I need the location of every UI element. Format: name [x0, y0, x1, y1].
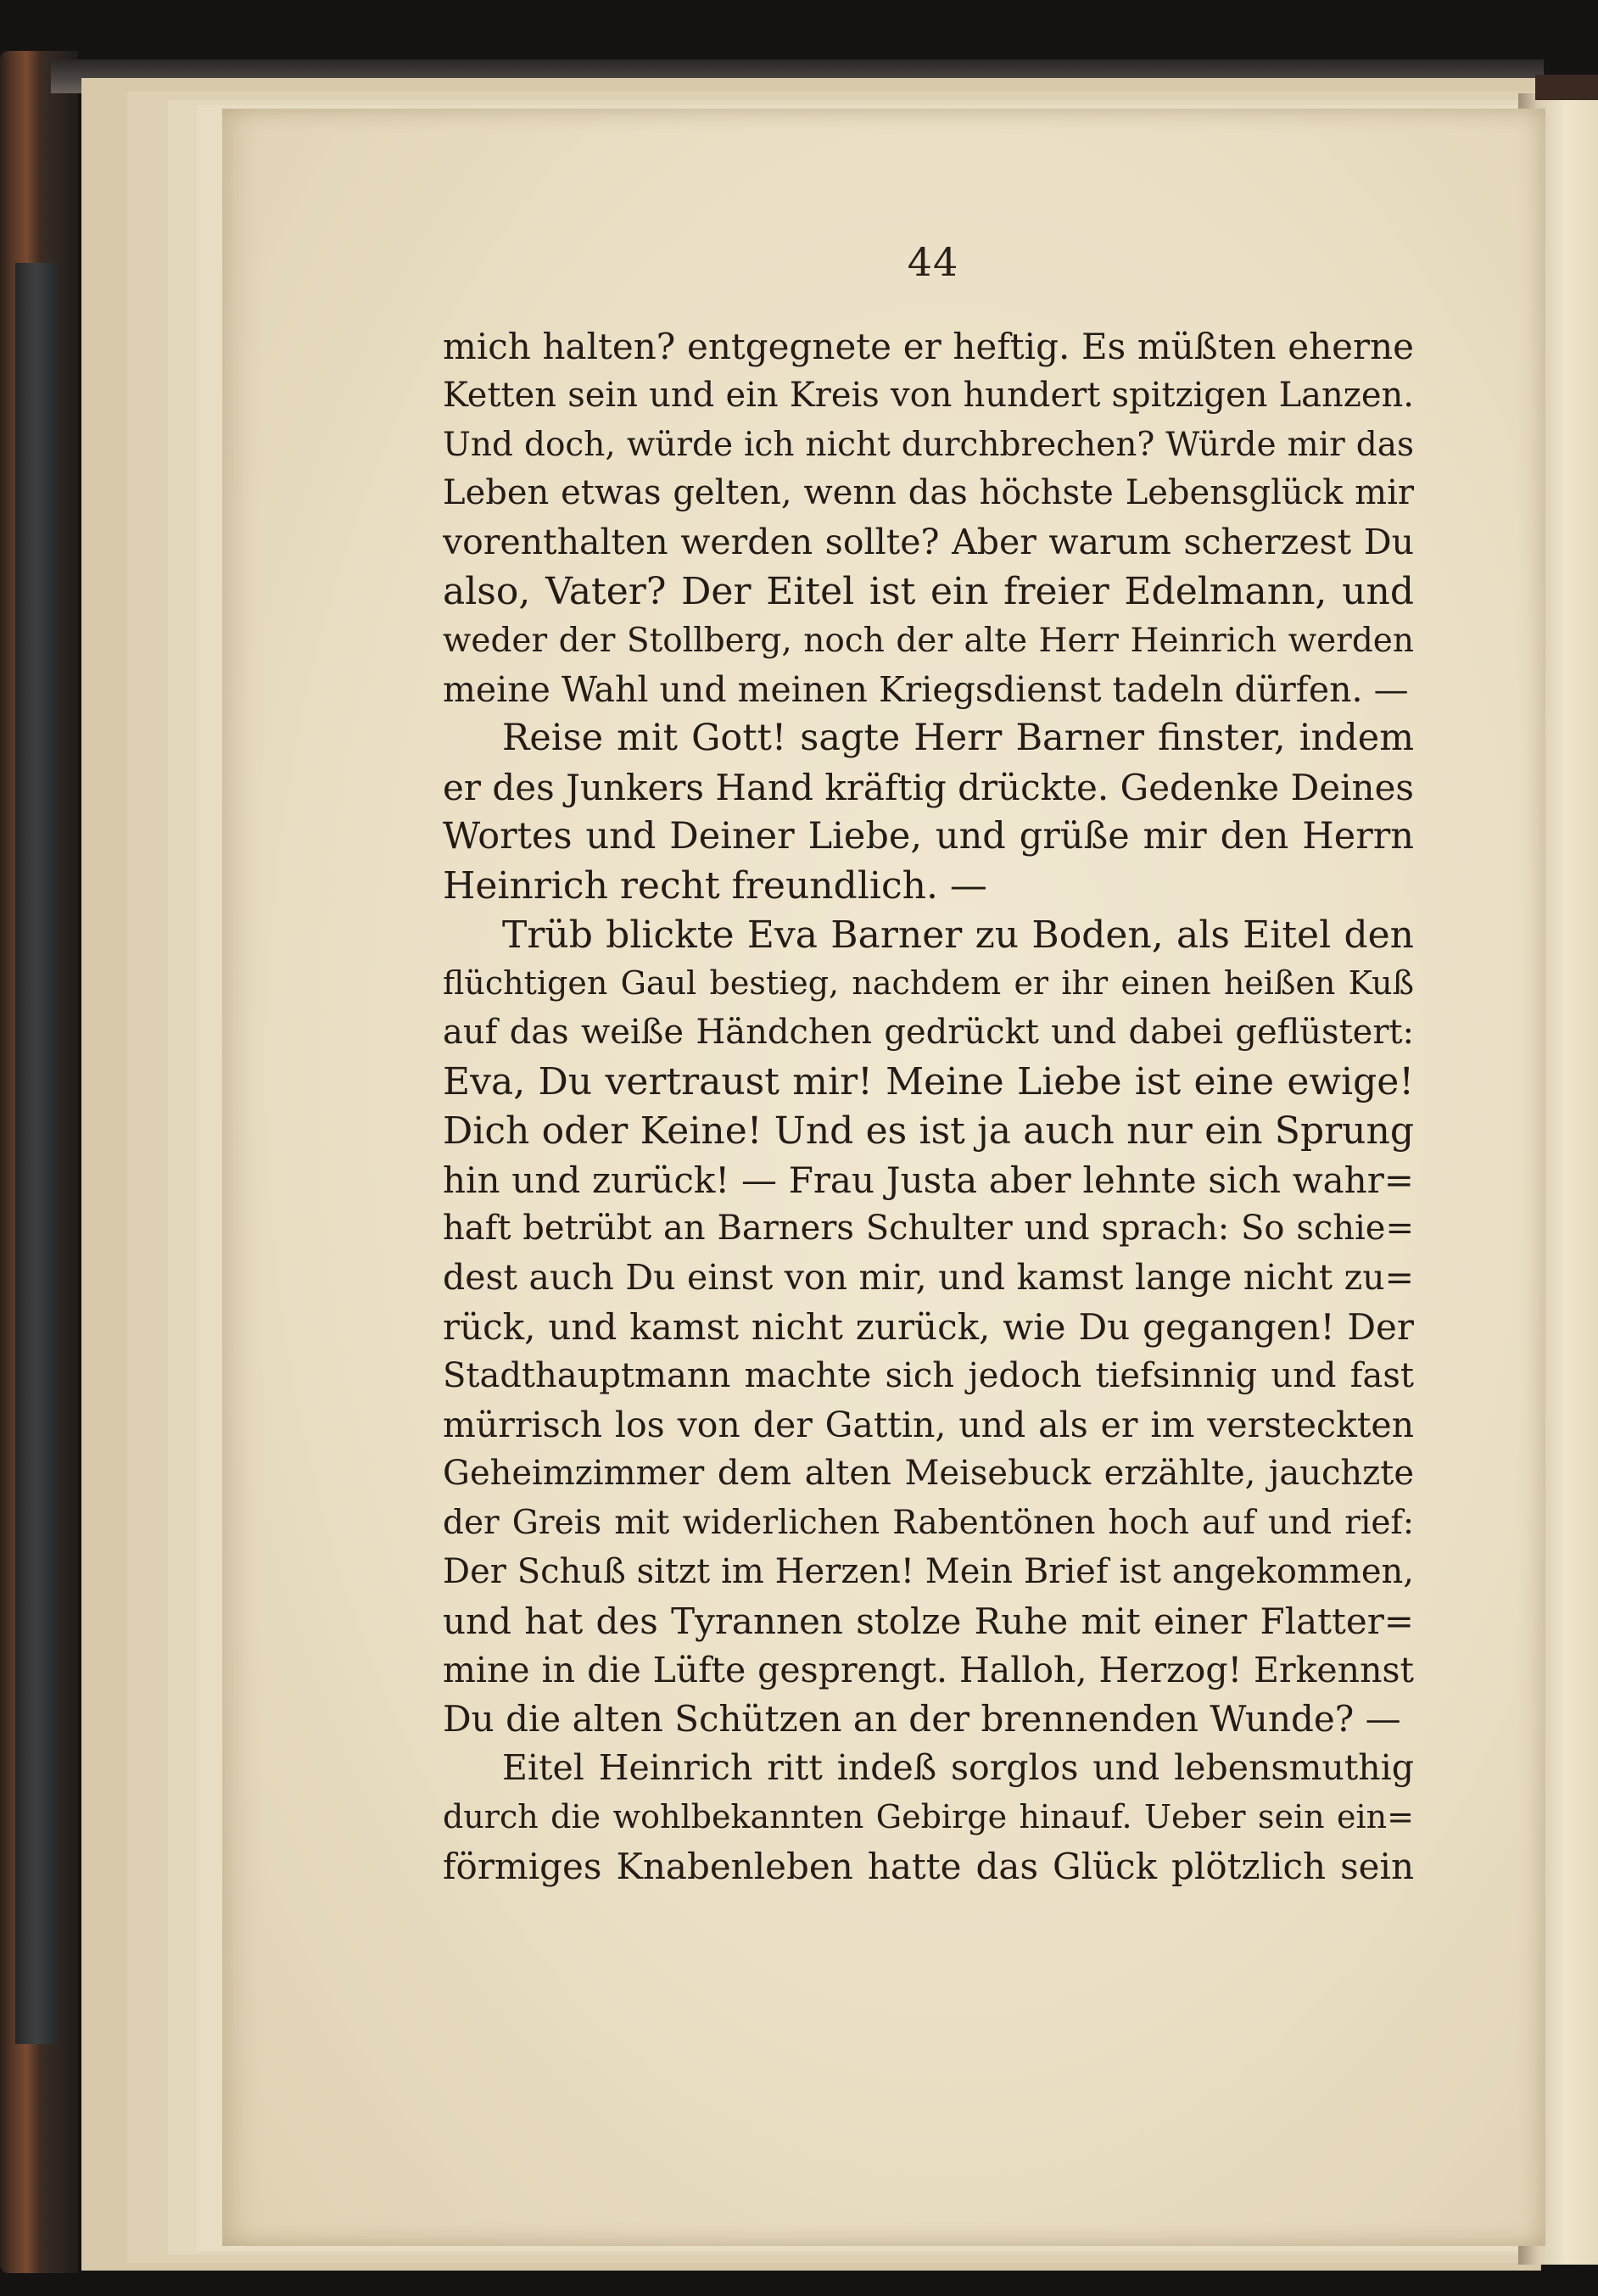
text-line: Eitel Heinrich ritt indeß sorglos und lebensmuthig [502, 1747, 1414, 1789]
book-binding [0, 51, 78, 2273]
text-line: Heinrich recht freundlich. — [443, 863, 987, 908]
text-line: mürrisch los von der Gattin, und als er im versteckten [443, 1404, 1414, 1445]
text-line: vorenthalten werden sollte? Aber warum scherzest Du [443, 522, 1414, 563]
text-line: Und doch, würde ich nicht durchbrechen? Würde mir das [443, 425, 1414, 464]
text-line: Eva, Du vertraust mir! Meine Liebe ist eine ewige! [443, 1059, 1414, 1103]
text-line: Wortes und Deiner Liebe, und grüße mir den Herrn [443, 814, 1414, 858]
text-line: mine in die Lüfte gesprengt. Halloh, Herzog! Erkennst [443, 1649, 1414, 1690]
text-line: weder der Stollberg, noch der alte Herr Heinrich werden [443, 621, 1414, 660]
text-line: flüchtigen Gaul bestieg, nachdem er ihr einen heißen Kuß [443, 964, 1414, 1003]
text-line: rück, und kamst nicht zurück, wie Du gegangen! Der [443, 1305, 1414, 1348]
right-cover-edge [1535, 75, 1598, 100]
text-line: haft betrübt an Barners Schulter und sprach: So schie= [443, 1209, 1414, 1249]
text-line: Trüb blickte Eva Barner zu Boden, als Eitel den [502, 913, 1414, 957]
text-line: Der Schuß sitzt im Herzen! Mein Brief ist angekommen, [443, 1551, 1414, 1591]
text-line: mich halten? entgegnete er heftig. Es müßten eherne [443, 326, 1414, 367]
text-line: also, Vater? Der Eitel ist ein freier Edelmann, und [443, 569, 1414, 613]
page-text-body [443, 322, 1414, 1891]
text-line: dest auch Du einst von mir, und kamst lange nicht zu= [443, 1257, 1414, 1299]
text-line: der Greis mit widerlichen Rabentönen hoch auf und rief: [443, 1504, 1414, 1543]
text-line: meine Wahl und meinen Kriegsdienst tadeln dürfen. — [443, 668, 1409, 710]
text-line: Du die alten Schützen an der brennenden Wunde? — [443, 1698, 1401, 1740]
text-line: Geheimzimmer dem alten Meisebuck erzählte, jauchzte [443, 1454, 1414, 1494]
text-line: Leben etwas gelten, wenn das höchste Lebensglück mir [443, 473, 1414, 513]
text-line: durch die wohlbekannten Gebirge hinauf. Ueber sein ein= [443, 1797, 1414, 1835]
text-line: Dich oder Keine! Und es ist ja auch nur ein Sprung [443, 1109, 1414, 1153]
text-line: förmiges Knabenleben hatte das Glück plötzlich sein [443, 1845, 1414, 1887]
text-line: Ketten sein und ein Kreis von hundert spitzigen Lanzen. [443, 375, 1414, 415]
page-number: 44 [907, 239, 959, 285]
text-line: auf das weiße Händchen gedrückt und dabei geflüstert: [443, 1013, 1414, 1053]
text-line: Reise mit Gott! sagte Herr Barner finster, indem [502, 717, 1414, 760]
text-line: er des Junkers Hand kräftig drückte. Gedenke Deines [443, 767, 1414, 809]
text-line: hin und zurück! — Frau Justa aber lehnte sich wahr= [443, 1159, 1414, 1201]
text-line: Stadthauptmann machte sich jedoch tiefsinnig und fast [443, 1355, 1414, 1395]
binding-strip [15, 263, 58, 2044]
text-line: und hat des Tyrannen stolze Ruhe mit einer Flatter= [443, 1600, 1414, 1642]
